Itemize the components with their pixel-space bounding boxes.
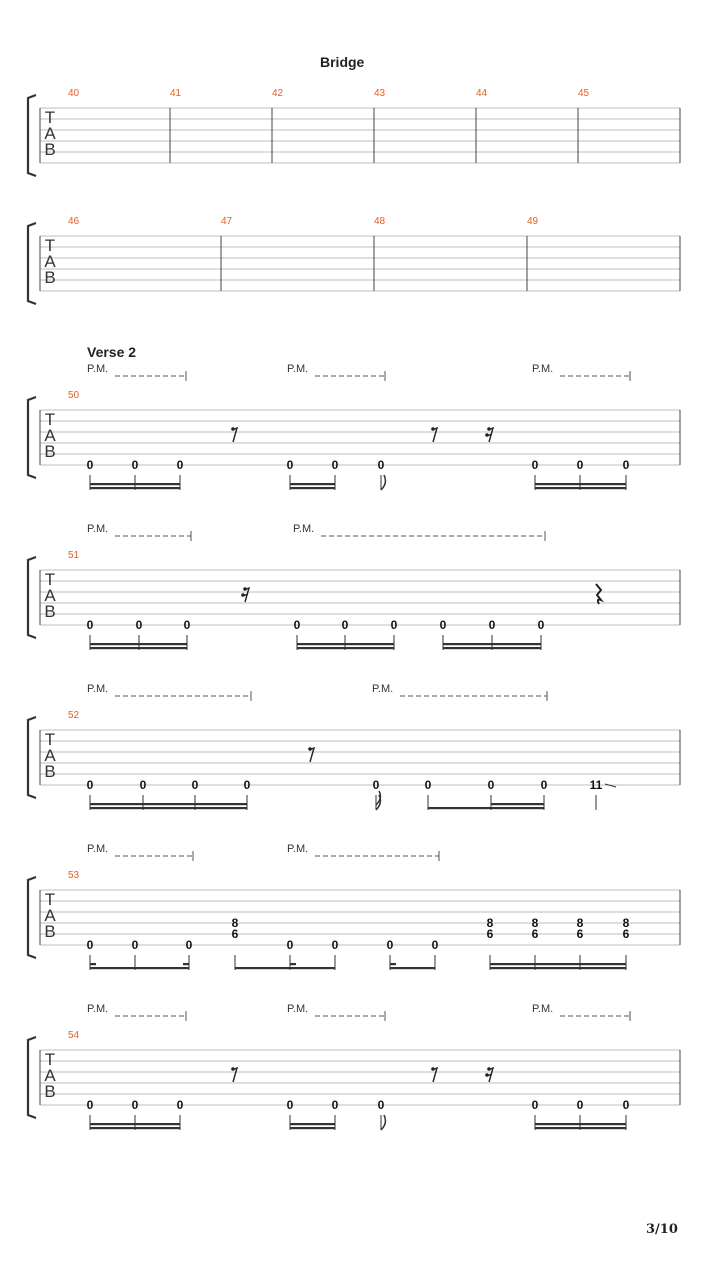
- page-number: 3/10: [646, 1222, 678, 1237]
- fret-number: 0: [139, 778, 147, 792]
- fret-number: 0: [131, 1098, 139, 1112]
- note-flag: [381, 1115, 385, 1130]
- fret-number: 0: [341, 618, 349, 632]
- note-beam: [535, 1127, 626, 1129]
- fret-number: 0: [191, 778, 199, 792]
- system-bracket: [28, 223, 36, 304]
- fret-number: 0: [86, 1098, 94, 1112]
- palm-mute-label: P.M.: [87, 1003, 109, 1015]
- tab-clef-letter: A: [44, 252, 56, 271]
- note-beam: [290, 1127, 335, 1129]
- note-beam: [90, 967, 189, 969]
- note-beam: [535, 483, 626, 485]
- note-beam: [90, 807, 247, 809]
- fret-number: 0: [487, 778, 495, 792]
- tab-clef-letter: B: [44, 268, 56, 287]
- fret-number: 0: [286, 938, 294, 952]
- note-beam: [90, 1123, 180, 1125]
- palm-mute-label: P.M.: [87, 523, 109, 535]
- fret-number: 8: [486, 916, 494, 930]
- tab-system: [28, 223, 680, 304]
- fret-number: 8: [531, 916, 539, 930]
- section-label: Bridge: [320, 54, 365, 70]
- tab-system: [28, 691, 680, 810]
- tab-clef-letter: B: [44, 1082, 56, 1101]
- measure-number: 53: [68, 870, 80, 881]
- fret-number: 8: [622, 916, 630, 930]
- fret-number: 0: [576, 1098, 584, 1112]
- fret-number: 0: [537, 618, 545, 632]
- note-beam: [535, 487, 626, 489]
- tab-system: [28, 371, 680, 490]
- note-beam: [90, 483, 180, 485]
- fret-number: 0: [424, 778, 432, 792]
- fret-number: 0: [531, 1098, 539, 1112]
- fret-number: 0: [390, 618, 398, 632]
- fret-number: 0: [488, 618, 496, 632]
- tab-clef-letter: B: [44, 922, 56, 941]
- measure-number: 51: [68, 550, 80, 561]
- tab-clef-letter: B: [44, 602, 56, 621]
- note-beam: [443, 647, 541, 649]
- system-bracket: [28, 397, 36, 478]
- system-bracket: [28, 1037, 36, 1118]
- fret-number: 6: [231, 927, 239, 941]
- fret-number: 0: [185, 938, 193, 952]
- tab-clef-letter: T: [44, 570, 56, 589]
- tab-system: [28, 851, 680, 970]
- fret-number: 0: [331, 1098, 339, 1112]
- note-beam: [491, 807, 544, 809]
- tab-clef-letter: B: [44, 442, 56, 461]
- beam-stub: [290, 963, 296, 965]
- measure-number: 41: [170, 88, 182, 99]
- palm-mute-label: P.M.: [87, 363, 109, 375]
- tab-clef-letter: A: [44, 124, 56, 143]
- note-beam: [297, 643, 394, 645]
- tab-clef-letter: T: [44, 236, 56, 255]
- tab-system: [28, 95, 680, 176]
- quarter-rest: [596, 584, 601, 604]
- fret-number: 0: [176, 1098, 184, 1112]
- fret-number: 6: [622, 927, 630, 941]
- note-beam: [235, 967, 335, 969]
- measure-number: 49: [527, 216, 539, 227]
- tab-clef-letter: T: [44, 108, 56, 127]
- palm-mute-label: P.M.: [287, 1003, 309, 1015]
- note-beam: [490, 967, 626, 969]
- fret-number: 0: [531, 458, 539, 472]
- beam-stub: [183, 963, 189, 965]
- palm-mute-label: P.M.: [532, 1003, 554, 1015]
- beam-stub: [390, 963, 396, 965]
- fret-number: 0: [243, 778, 251, 792]
- measure-number: 43: [374, 88, 386, 99]
- system-bracket: [28, 717, 36, 798]
- fret-number: 0: [286, 1098, 294, 1112]
- note-beam: [390, 967, 435, 969]
- tab-clef-letter: T: [44, 1050, 56, 1069]
- tab-system: [28, 531, 680, 650]
- eighth-rest: [232, 1068, 237, 1082]
- measure-number: 48: [374, 216, 386, 227]
- measure-number: 45: [578, 88, 590, 99]
- palm-mute-label: P.M.: [372, 683, 394, 695]
- tab-clef-letter: T: [44, 730, 56, 749]
- fret-number: 0: [576, 458, 584, 472]
- fret-number: 0: [86, 458, 94, 472]
- palm-mute-label: P.M.: [532, 363, 554, 375]
- palm-mute-label: P.M.: [87, 683, 109, 695]
- note-beam: [290, 487, 335, 489]
- note-beam: [90, 1127, 180, 1129]
- fret-number: 0: [286, 458, 294, 472]
- palm-mute-label: P.M.: [293, 523, 315, 535]
- system-bracket: [28, 557, 36, 638]
- tab-clef-letter: A: [44, 426, 56, 445]
- fret-number: 0: [386, 938, 394, 952]
- tab-clef-letter: A: [44, 1066, 56, 1085]
- fret-number: 0: [331, 458, 339, 472]
- fret-number: 0: [131, 938, 139, 952]
- tab-system: [28, 1011, 680, 1130]
- fret-number: 0: [540, 778, 548, 792]
- palm-mute-label: P.M.: [287, 843, 309, 855]
- fret-number: 0: [183, 618, 191, 632]
- section-label: Verse 2: [87, 344, 137, 360]
- measure-number: 42: [272, 88, 284, 99]
- note-beam: [443, 643, 541, 645]
- measure-number: 52: [68, 710, 80, 721]
- fret-number: 0: [86, 778, 94, 792]
- note-flag: [381, 475, 385, 490]
- beam-stub: [90, 963, 96, 965]
- fret-number: 0: [431, 938, 439, 952]
- fret-number: 8: [576, 916, 584, 930]
- note-beam: [491, 803, 544, 805]
- note-beam: [90, 487, 180, 489]
- tab-clef-letter: A: [44, 586, 56, 605]
- fret-number: 6: [486, 927, 494, 941]
- measure-number: 46: [68, 216, 80, 227]
- fret-number: 0: [86, 618, 94, 632]
- fret-number: 0: [135, 618, 143, 632]
- tab-clef-letter: A: [44, 906, 56, 925]
- fret-number: 0: [377, 1098, 385, 1112]
- fret-number: 0: [331, 938, 339, 952]
- eighth-rest: [432, 428, 437, 442]
- measure-number: 40: [68, 88, 80, 99]
- palm-mute-label: P.M.: [287, 363, 309, 375]
- fret-number: 8: [231, 916, 239, 930]
- note-beam: [90, 643, 187, 645]
- system-bracket: [28, 95, 36, 176]
- fret-number: 0: [131, 458, 139, 472]
- tab-clef-letter: A: [44, 746, 56, 765]
- note-beam: [90, 803, 247, 805]
- fret-number: 0: [293, 618, 301, 632]
- palm-mute-label: P.M.: [87, 843, 109, 855]
- measure-number: 47: [221, 216, 233, 227]
- fret-number: 0: [439, 618, 447, 632]
- fret-number: 0: [86, 938, 94, 952]
- eighth-rest: [309, 748, 314, 762]
- fret-number: 0: [622, 1098, 630, 1112]
- fret-number: 0: [372, 778, 380, 792]
- eighth-rest: [432, 1068, 437, 1082]
- eighth-rest: [232, 428, 237, 442]
- fret-number: 11: [589, 778, 603, 792]
- tab-clef-letter: T: [44, 890, 56, 909]
- note-beam: [90, 647, 187, 649]
- note-beam: [535, 1123, 626, 1125]
- tab-clef-letter: B: [44, 762, 56, 781]
- fret-number: 6: [576, 927, 584, 941]
- note-beam: [490, 963, 626, 965]
- measure-number: 50: [68, 390, 80, 401]
- fret-number: 0: [377, 458, 385, 472]
- tab-clef-letter: T: [44, 410, 56, 429]
- system-bracket: [28, 877, 36, 958]
- measure-number: 54: [68, 1030, 80, 1041]
- measure-number: 44: [476, 88, 488, 99]
- note-beam: [297, 647, 394, 649]
- fret-number: 0: [176, 458, 184, 472]
- note-beam: [428, 807, 491, 809]
- note-beam: [290, 1123, 335, 1125]
- fret-number: 6: [531, 927, 539, 941]
- tab-clef-letter: B: [44, 140, 56, 159]
- fret-number: 0: [622, 458, 630, 472]
- note-beam: [290, 483, 335, 485]
